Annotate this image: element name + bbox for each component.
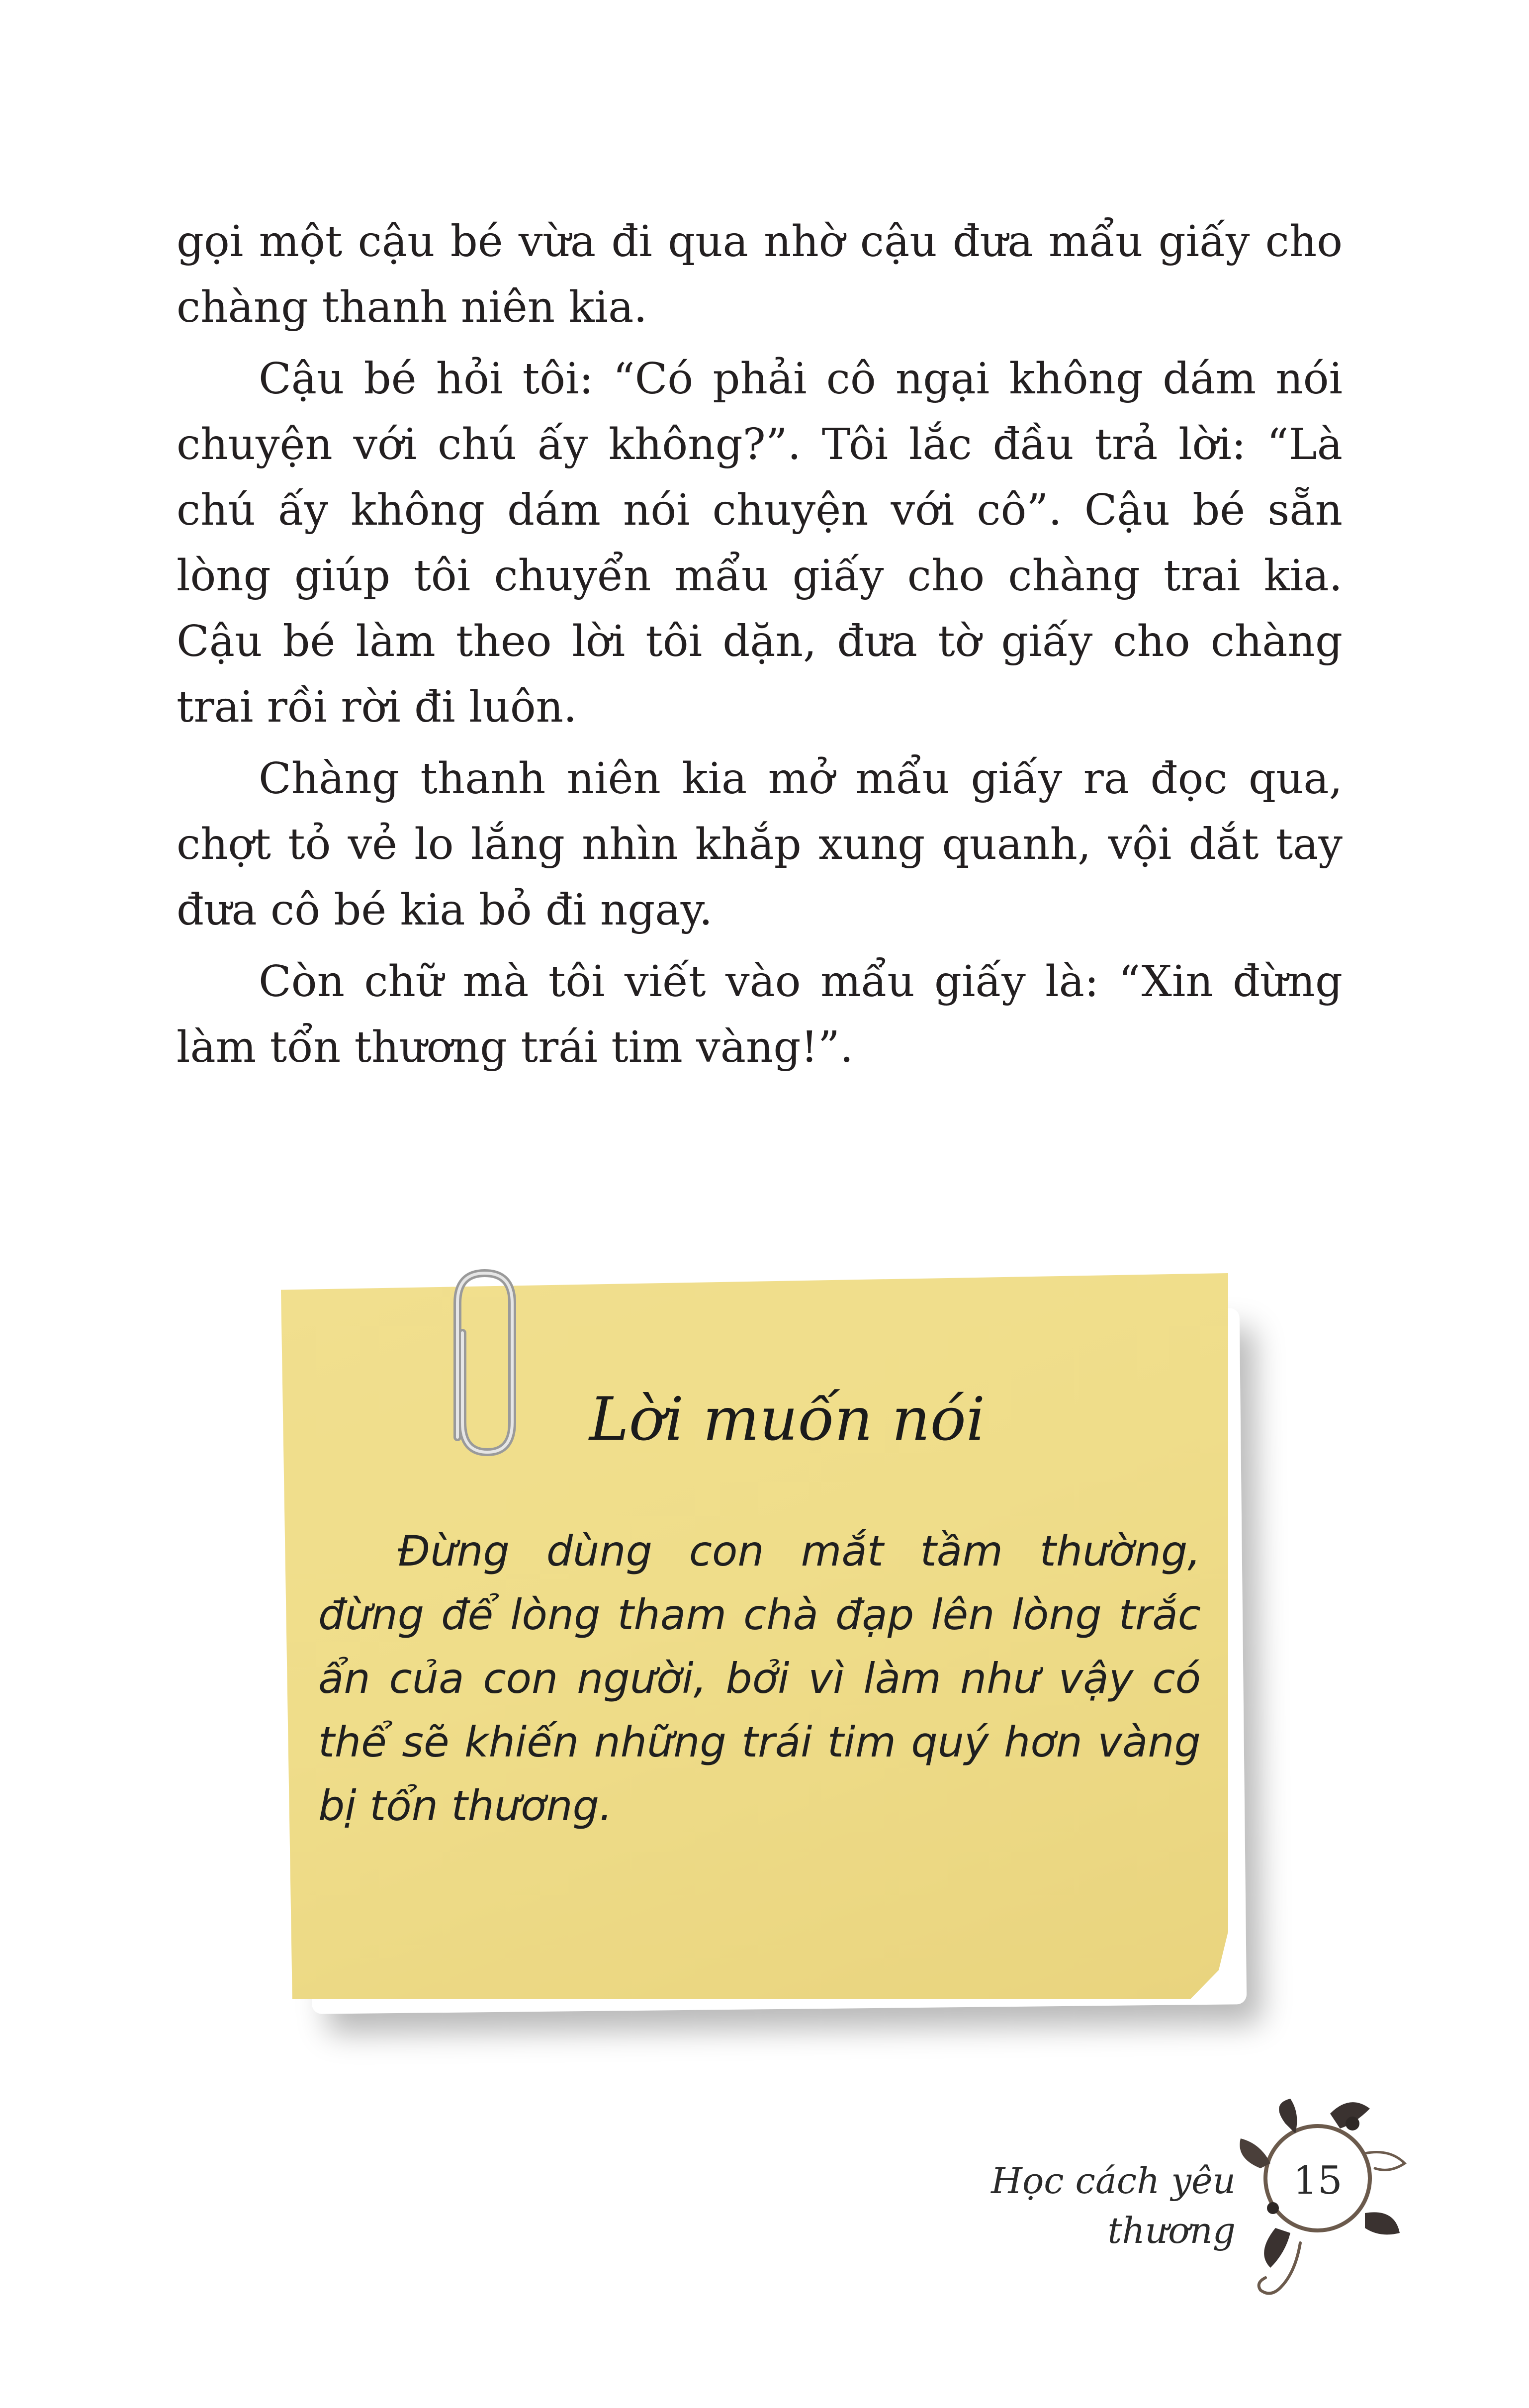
note-title: Lời muốn nói (589, 1385, 986, 1454)
footer-book-title: Học cách yêu thương (991, 2160, 1236, 2251)
body-text (177, 209, 1343, 1086)
body-paragraph-4: Còn chữ mà tôi viết vào mẩu giấy là: “Xin đừng làm tổn thương trái tim vàng!”. (177, 957, 1343, 1072)
body-paragraph-2: Cậu bé hỏi tôi: “Có phải cô ngại không dám nói chuyện với chú ấy không?”. Tôi lắc đầu trả lời: “Là chú ấy không dám nói chuyện với cô”. Cậu bé sẵn lòng giúp tôi chuyển mẩu giấy cho chàng trai kia. Cậu bé làm theo lời tôi dặn, đưa tờ giấy cho chàng trai rồi rời đi luôn. (177, 354, 1343, 732)
page-number: 15 (1293, 2158, 1343, 2203)
note-text (318, 1519, 1201, 1838)
body-paragraph-3: Chàng thanh niên kia mở mẩu giấy ra đọc qua, chợt tỏ vẻ lo lắng nhìn khắp xung quanh, vội dắt tay đưa cô bé kia bỏ đi ngay. (177, 754, 1343, 935)
note-paragraph: Đừng dùng con mắt tầm thường, đừng để lòng tham chà đạp lên lòng trắc ẩn của con người, bởi vì làm như vậy có thể sẽ khiến những trái tim quý hơn vàng bị tổn thương. (318, 1527, 1201, 1830)
paperclip-icon (423, 1258, 532, 1467)
body-paragraph-1: gọi một cậu bé vừa đi qua nhờ cậu đưa mẩu giấy cho chàng thanh niên kia. (177, 217, 1343, 332)
